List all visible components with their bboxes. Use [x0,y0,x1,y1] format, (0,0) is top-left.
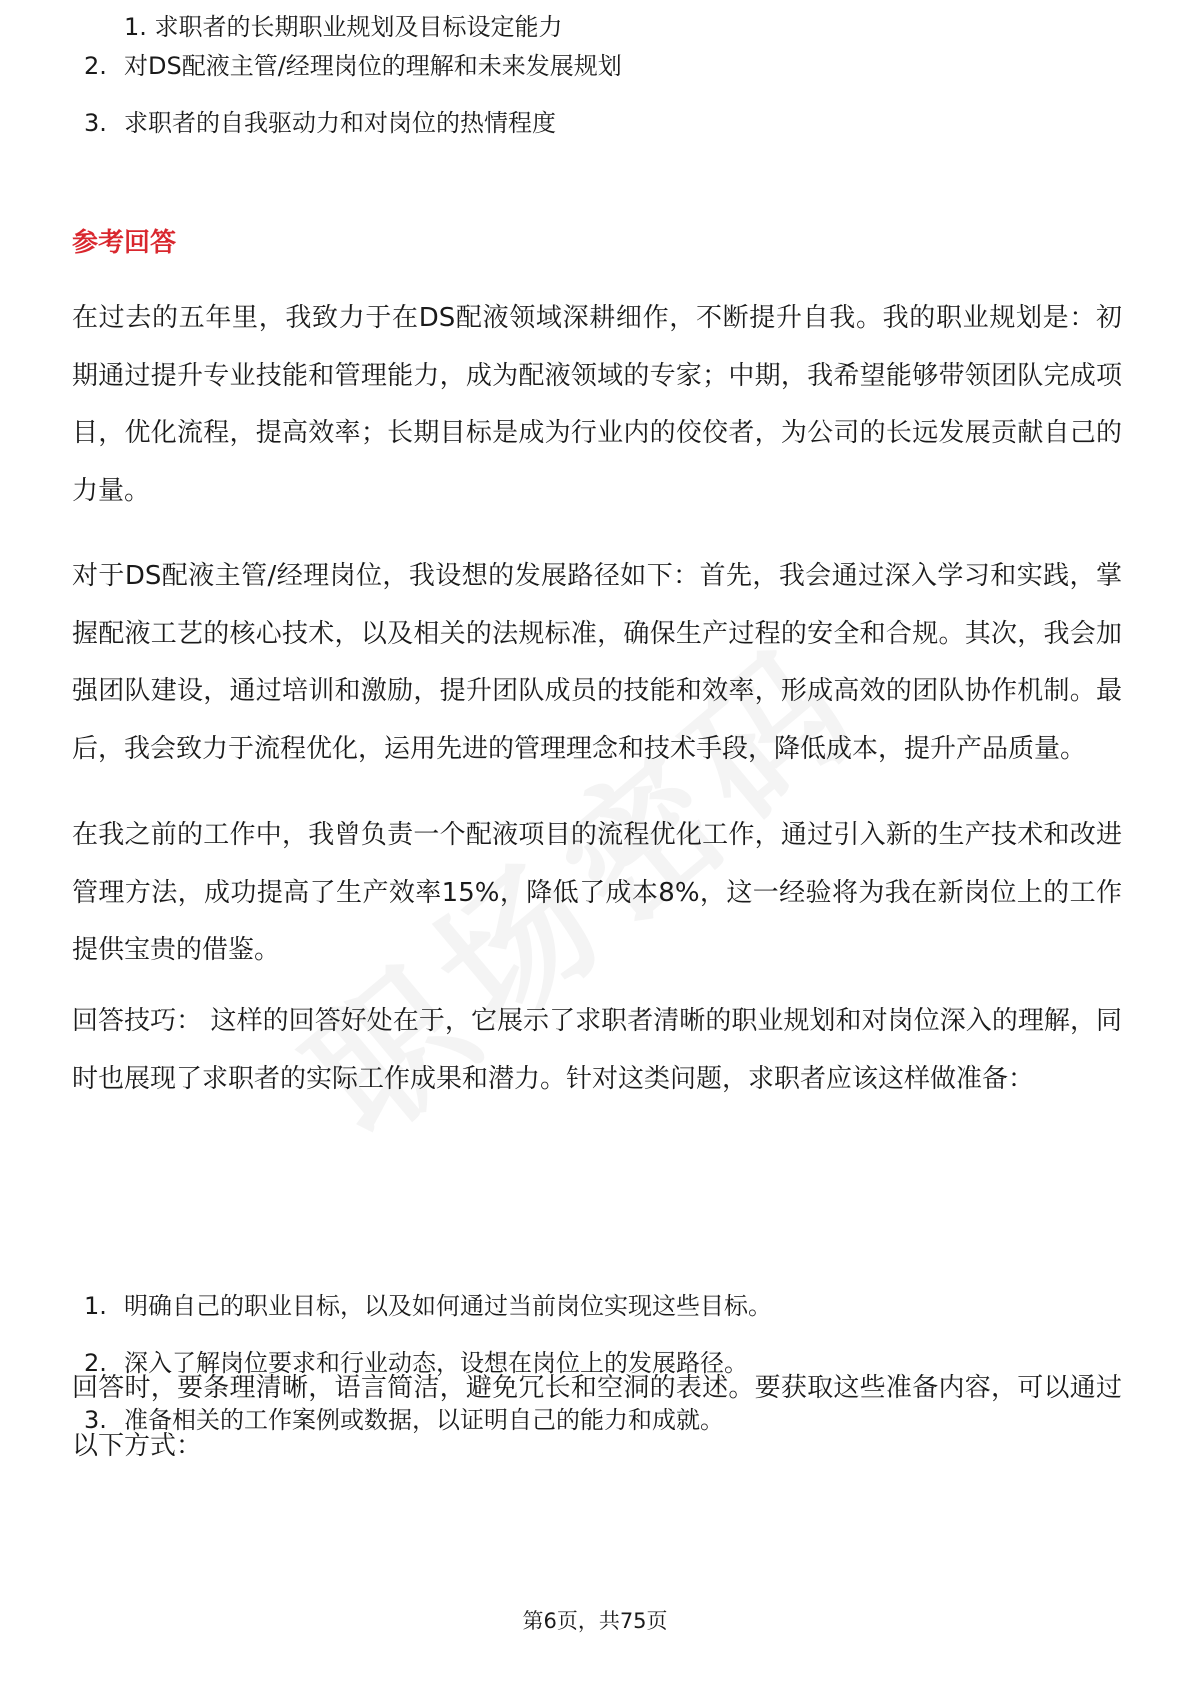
closing-paragraph: 回答时，要条理清晰，语言简洁，避免冗长和空洞的表述。要获取这些准备内容，可以通过以下方式： [72,1373,1122,1461]
list-item-text: 求职者的长期职业规划及目标设定能力 [154,13,563,38]
criteria-list [84,13,622,152]
list-item-text: 求职者的自我驱动力和对岗位的热情程度 [124,109,556,137]
list-item-text: 明确自己的职业目标，以及如何通过当前岗位实现这些目标。 [124,1292,772,1320]
list-item: 3. 求职者的自我驱动力和对岗位的热情程度 [84,109,556,137]
list-item-text: 准备相关的工作案例或数据，以证明自己的能力和成就。 [124,1406,724,1434]
answer-paragraph-3: 在我之前的工作中，我曾负责一个配液项目的流程优化工作，通过引入新的生产技术和改进管理方法，成功提高了生产效率15%，降低了成本8%，这一经验将为我在新岗位上的工作提供宝贵的借鉴。 [72,820,1122,966]
list-item: 2. 深入了解岗位要求和行业动态，设想在岗位上的发展路径。 [84,1349,748,1377]
page-number: 第6页，共75页 [522,1609,668,1633]
section-heading: 参考回答 [72,228,177,258]
answer-paragraph-2: 对于DS配液主管/经理岗位，我设想的发展路径如下：首先，我会通过深入学习和实践，掌握配液工艺的核心技术，以及相关的法规标准，确保生产过程的安全和合规。其次，我会加强团队建设，通过培训和激励，提升团队成员的技能和效率，形成高效的团队协作机制。最后，我会致力于流程优化，运用先进的管理理念和技术手段，降低成本，提升产品质量。 [72,561,1122,764]
list-item: 2. 对DS配液主管/经理岗位的理解和未来发展规划 [84,52,622,80]
list-item: 1. 明确自己的职业目标，以及如何通过当前岗位实现这些目标。 [84,1292,772,1320]
answer-paragraph-1: 在过去的五年里，我致力于在DS配液领域深耕细作，不断提升自我。我的职业规划是：初期通过提升专业技能和管理能力，成为配液领域的专家；中期，我希望能够带领团队完成项目，优化流程，提高效率；长期目标是成为行业内的佼佼者，为公司的长远发展贡献自己的力量。 [72,303,1122,506]
list-item: 1. 求职者的长期职业规划及目标设定能力 [84,8,622,38]
list-item-text: 对DS配液主管/经理岗位的理解和未来发展规划 [124,52,622,80]
list-item-text: 深入了解岗位要求和行业动态，设想在岗位上的发展路径。 [124,1349,748,1377]
list-item: 3. 准备相关的工作案例或数据，以证明自己的能力和成就。 [84,1406,724,1434]
tips-paragraph: 回答技巧： 这样的回答好处在于，它展示了求职者清晰的职业规划和对岗位深入的理解，同时也展现了求职者的实际工作成果和潜力。针对这类问题，求职者应该这样做准备： [72,1006,1122,1094]
